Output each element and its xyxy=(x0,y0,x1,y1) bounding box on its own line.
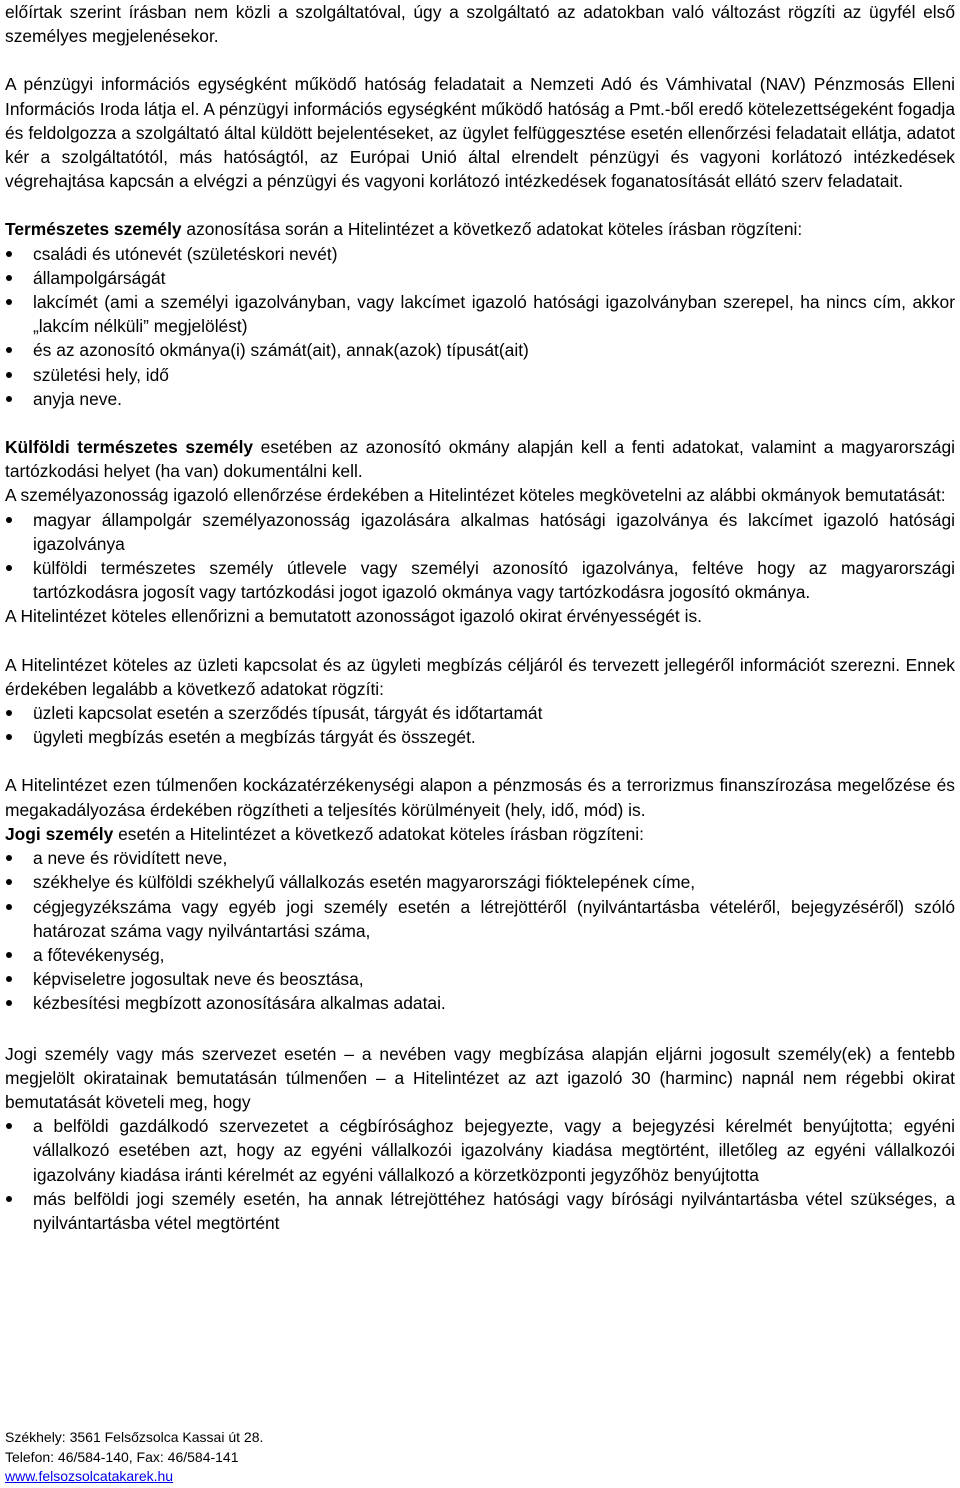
list-item: ügyleti megbízás esetén a megbízás tárgyát és összegét. xyxy=(5,725,955,749)
document-body xyxy=(5,0,955,1235)
verification-paragraph: A személyazonosság igazoló ellenőrzése érdekében a Hitelintézet köteles megkövetelni az alábbi okmányok bemutatását: xyxy=(5,485,946,506)
representative-list xyxy=(5,1114,955,1235)
list-item: anyja neve. xyxy=(5,387,955,411)
business-paragraph: A Hitelintézet köteles az üzleti kapcsolat és az ügyleti megbízás céljáról és tervezett jellegéről információt szerezni. Ennek érdekében legalább a következő adatokat rögzíti: xyxy=(5,654,955,699)
intro-paragraph-2: A pénzügyi információs egységként működő hatóság feladatait a Nemzeti Adó és Vámhivatal (NAV) Pénzmosás Elleni Információs Iroda látja el. A pénzügyi információs egységként működő hatóság a Pmt.-ből eredő kötelezettségeként fogadja és feldolgozza a szolgáltató által küldött bejelentéseket, az ügylet felfüggesztése esetén ellenőrzési feladatait ellátja, adatot kér a szolgáltatótól, más hatóságtól, az Európai Unió által elrendelt pénzügyi és vagyoni korlátozó intézkedések végrehajtása kapcsán a elvégzi a pénzügyi és vagyoni korlátozó intézkedések foganatosítását ellátó szerv feladatait. xyxy=(5,74,955,192)
legal-person-heading xyxy=(5,822,955,846)
list-item: más belföldi jogi személy esetén, ha annak létrejöttéhez hatósági vagy bírósági nyilvántartásba vétel szükséges, a nyilvántartásba vétel megtörtént xyxy=(5,1187,955,1235)
legal-person-term: Jogi személy xyxy=(5,823,114,844)
business-list xyxy=(5,701,955,749)
foreign-person-term: Külföldi természetes személy xyxy=(5,437,254,458)
list-item: cégjegyzékszáma vagy egyéb jogi személy esetén a létrejöttéről (nyilvántartásba vételéről, bejegyzéséről) szóló határozat száma vagy nyilvántartási száma, xyxy=(5,895,955,943)
list-item: kézbesítési megbízott azonosítására alkalmas adatai. xyxy=(5,991,955,1015)
legal-person-list xyxy=(5,846,955,1015)
page-footer xyxy=(5,1428,263,1487)
validity-paragraph: A Hitelintézet köteles ellenőrizni a bemutatott azonosságot igazoló okirat érvényességét is. xyxy=(5,606,702,627)
list-item: külföldi természetes személy útlevele vagy személyi azonosító igazolványa, feltéve hogy az magyarországi tartózkodásra jogosít vagy tartózkodási jogot igazoló okmánya vagy tartózkodásra jogosító okmánya. xyxy=(5,556,955,604)
list-item: állampolgárságát xyxy=(5,266,955,290)
representative-paragraph: Jogi személy vagy más szervezet esetén – a nevében vagy megbízása alapján eljárni jogosult személy(ek) a fentebb megjelölt okiratainak bemutatásán túlmenően – a Hitelintézet az azt igazoló 30 (harminc) napnál nem régebbi okirat bemutatását követeli meg, hogy xyxy=(5,1043,955,1112)
natural-person-list xyxy=(5,242,955,411)
list-item: magyar állampolgár személyazonosság igazolására alkalmas hatósági igazolványa és lakcímet igazoló hatósági igazolványa xyxy=(5,508,955,556)
risk-paragraph: A Hitelintézet ezen túlmenően kockázatérzékenységi alapon a pénzmosás és a terrorizmus finanszírozása megelőzése és megakadályozása érdekében rögzítheti a teljesítés körülményeit (hely, idő, mód) is. xyxy=(5,775,955,820)
list-item: és az azonosító okmánya(i) számát(ait), annak(azok) típusát(ait) xyxy=(5,338,955,362)
identity-documents-list xyxy=(5,508,955,605)
footer-address: Székhely: 3561 Felsőzsolca Kassai út 28. xyxy=(5,1429,264,1445)
list-item: családi és utónevét (születéskori nevét) xyxy=(5,242,955,266)
list-item: a neve és rövidített neve, xyxy=(5,846,955,870)
list-item: üzleti kapcsolat esetén a szerződés típusát, tárgyát és időtartamát xyxy=(5,701,955,725)
natural-person-heading xyxy=(5,217,955,241)
natural-person-term: Természetes személy xyxy=(5,219,182,240)
list-item: a főtevékenység, xyxy=(5,943,955,967)
list-item: képviseletre jogosultak neve és beosztása, xyxy=(5,967,955,991)
legal-person-intro: esetén a Hitelintézet a következő adatokat köteles írásban rögzíteni: xyxy=(113,823,644,844)
list-item: székhelye és külföldi székhelyű vállalkozás esetén magyarországi fióktelepének címe, xyxy=(5,870,955,894)
natural-person-intro: azonosítása során a Hitelintézet a következő adatokat köteles írásban rögzíteni: xyxy=(181,219,803,240)
footer-website-link[interactable]: www.felsozsolcatakarek.hu xyxy=(5,1468,174,1484)
list-item: születési hely, idő xyxy=(5,363,955,387)
footer-phone: Telefon: 46/584-140, Fax: 46/584-141 xyxy=(5,1448,239,1465)
foreign-person-heading xyxy=(5,435,955,483)
list-item: lakcímét (ami a személyi igazolványban, vagy lakcímet igazoló hatósági igazolványban szerepel, ha nincs cím, akkor „lakcím nélküli” megjelölést) xyxy=(5,290,955,338)
intro-paragraph-1: előírtak szerint írásban nem közli a szolgáltatóval, úgy a szolgáltató az adatokban való változást rögzíti az ügyfél első személyes megjelenésekor. xyxy=(5,2,955,47)
foreign-person-intro: esetében az azonosító okmány alapján kell a fenti adatokat, valamint a magyarországi tartózkodási helyet (ha van) dokumentálni kell. xyxy=(5,437,955,482)
list-item: a belföldi gazdálkodó szervezetet a cégbírósághoz bejegyezte, vagy a bejegyzési kérelmét benyújtotta; egyéni vállalkozó esetében azt, hogy az egyéni vállalkozói igazolvány kiadása megtörtént, illetőleg az egyéni vállalkozói igazolvány kiadása iránti kérelmét az egyéni vállalkozó a körzetközponti jegyzőhöz benyújtotta xyxy=(5,1114,955,1187)
